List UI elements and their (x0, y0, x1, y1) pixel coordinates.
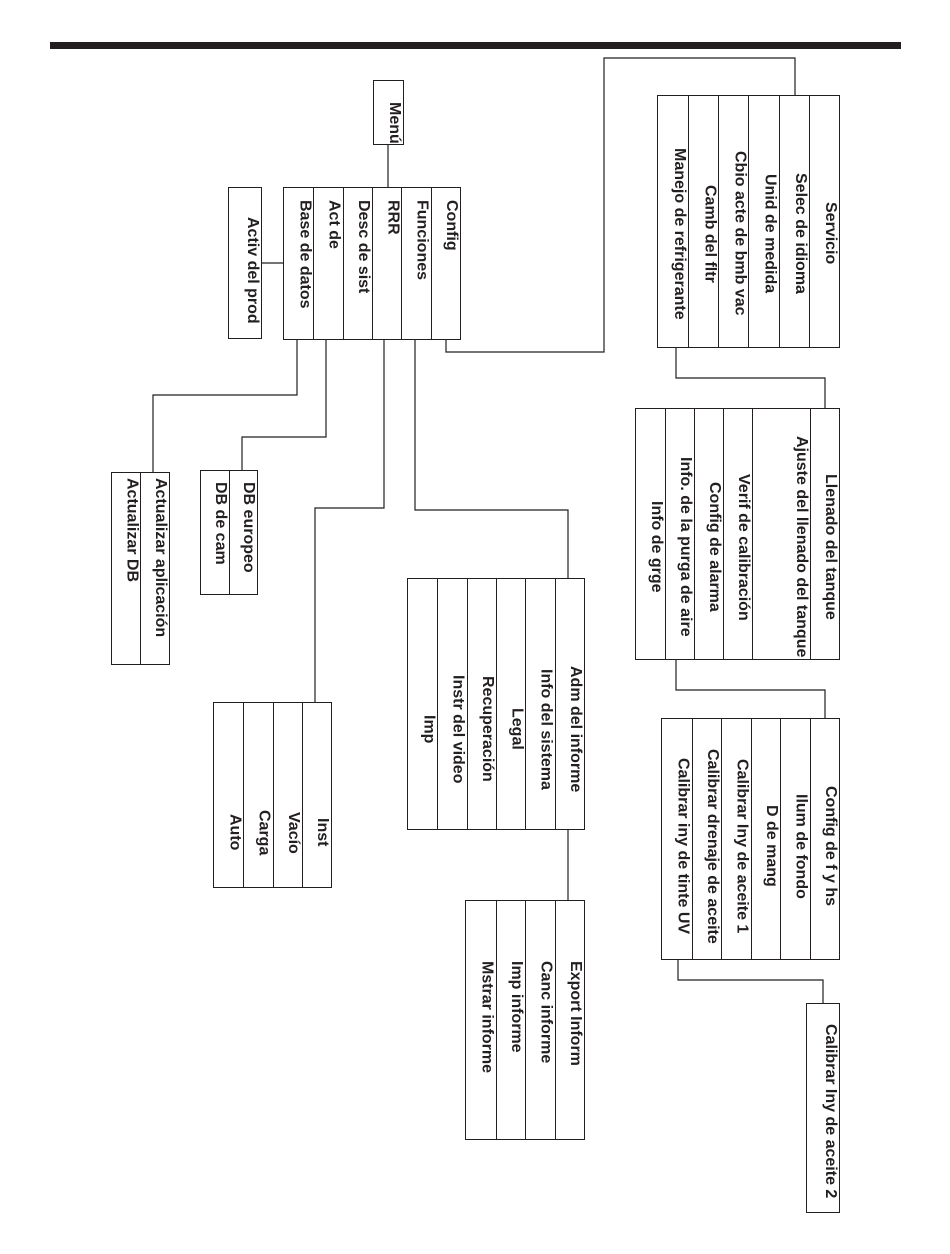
inst-item-label: Vacío (284, 811, 302, 854)
menu-item[interactable] (343, 188, 372, 339)
config-fyhs-item-label: D de mang (763, 805, 780, 887)
inst-item-label: Carga (255, 809, 273, 856)
activ-prod-box[interactable] (228, 187, 262, 339)
menu-root-box[interactable] (373, 80, 404, 145)
llenado-item-label: Config de alarma (706, 482, 723, 612)
config-fyhs-item-label: Config de f y hs (822, 786, 839, 906)
funciones-menu-item[interactable] (496, 579, 525, 829)
inst-item-label: Auto (226, 814, 244, 851)
connector-calibrar2 (678, 960, 823, 1003)
config-fyhs-item-label: Calibrar drenaje de aceite (704, 748, 721, 944)
funciones-menu-item[interactable] (408, 579, 437, 829)
inst-item[interactable] (214, 703, 243, 887)
funciones-menu-item[interactable] (525, 579, 554, 829)
menu-item[interactable] (313, 188, 342, 339)
inst-item[interactable] (243, 703, 272, 887)
config-fyhs-item[interactable] (810, 719, 840, 959)
llenado-item-label: Verif de calibración (735, 473, 752, 621)
servicio-item-label: Camb del fltr (701, 184, 719, 283)
actualizar-stack (111, 472, 170, 665)
informe-item[interactable] (496, 901, 526, 1139)
llenado-stack (635, 408, 840, 660)
servicio-item-label: Cbio acte de bmb vac (731, 151, 749, 316)
servicio-item-label: Selec de idioma (791, 173, 809, 294)
inst-item[interactable] (302, 703, 331, 887)
servicio-item-label: Unid de medida (761, 173, 779, 294)
llenado-item-label: Ajuste del llenado del tanque (793, 436, 810, 658)
config-fyhs-item[interactable] (721, 719, 751, 959)
servicio-item[interactable] (688, 96, 718, 347)
servicio-item-label: Servicio (822, 202, 839, 265)
connector-inst (315, 340, 384, 702)
menu-item-label: Act de (325, 200, 343, 249)
servicio-item[interactable] (779, 96, 809, 347)
actualizar-item[interactable] (112, 473, 140, 664)
funciones-menu-item-label: Legal (508, 708, 526, 750)
servicio-item[interactable] (658, 96, 688, 347)
informe-stack (465, 900, 585, 1140)
menu-item-label: Config (443, 200, 460, 251)
actualizar-item[interactable] (140, 473, 169, 664)
informe-item[interactable] (466, 901, 495, 1139)
actualizar-item-label: Actualizar DB (123, 478, 141, 583)
db-stack (200, 470, 258, 595)
informe-item-label: Export Inform (567, 961, 584, 1066)
funciones-menu-item-label: Adm del informe (567, 665, 584, 793)
menu-item-label: RRR (384, 200, 402, 235)
menu-item-label: Base de datos (296, 200, 314, 309)
llenado-item-label: Info. de la purga de aire (677, 457, 694, 637)
llenado-item[interactable] (810, 409, 839, 659)
llenado-item[interactable] (694, 409, 723, 659)
informe-item-label: Canc informe (537, 961, 555, 1064)
funciones-menu-item-label: Recuperación (479, 676, 497, 782)
connector-config-fyhs (676, 660, 825, 718)
funciones-menu-item[interactable] (467, 579, 496, 829)
funciones-menu-item-label: Instr del video (449, 674, 467, 784)
menu-item-label: Desc de sist (355, 200, 373, 294)
inst-item[interactable] (273, 703, 302, 887)
connector-db (242, 340, 326, 470)
funciones-menu-item-label: Imp (420, 714, 438, 744)
config-fyhs-item[interactable] (662, 719, 691, 959)
config-fyhs-item-label: Ilum de fondo (792, 793, 810, 899)
actualizar-item-label: Actualizar aplicación (152, 478, 169, 638)
config-fyhs-item-label: Calibrar Iny de aceite 1 (733, 758, 751, 934)
connector-funciones (415, 340, 568, 578)
servicio-item[interactable] (748, 96, 778, 347)
db-item-label: DB europeo (240, 482, 257, 573)
db-item-label: DB de cam (211, 482, 229, 565)
llenado-item-label: Llenado del tanque (822, 474, 839, 620)
connector-actualizar (153, 340, 297, 472)
inst-stack (213, 702, 332, 888)
config-fyhs-item[interactable] (751, 719, 781, 959)
inst-item-label: Inst (314, 818, 331, 847)
menu-item-label: Funciones (413, 200, 431, 281)
connector-llenado (676, 348, 825, 408)
funciones-menu-stack (407, 578, 585, 830)
informe-item-label: Imp informe (508, 961, 525, 1053)
informe-item[interactable] (555, 901, 585, 1139)
main-menu-stack (283, 187, 461, 340)
llenado-item[interactable] (723, 409, 752, 659)
config-fyhs-item[interactable] (692, 719, 722, 959)
config-fyhs-item-label: Calibrar iny de tinte UV (674, 757, 692, 935)
menu-item[interactable] (401, 188, 430, 339)
db-item[interactable] (229, 471, 257, 594)
db-item[interactable] (201, 471, 229, 594)
servicio-item-label: Manejo de refrigerante (671, 147, 689, 320)
llenado-item-label: Info de grge (648, 501, 665, 593)
menu-item[interactable] (284, 188, 313, 339)
calibrar-2-label: Calibrar Iny de aceite 2 (822, 1023, 839, 1199)
servicio-item[interactable] (809, 96, 839, 347)
activ-prod-label: Activ del prod (244, 216, 261, 324)
informe-item[interactable] (525, 901, 555, 1139)
llenado-item[interactable] (636, 409, 665, 659)
llenado-item[interactable] (752, 409, 810, 659)
funciones-menu-item[interactable] (437, 579, 466, 829)
funciones-menu-item[interactable] (555, 579, 584, 829)
funciones-menu-item-label: Info del sistema (537, 668, 555, 790)
servicio-stack (657, 95, 840, 348)
llenado-item[interactable] (665, 409, 694, 659)
menu-root-label: Menú (386, 101, 403, 144)
servicio-item[interactable] (718, 96, 748, 347)
calibrar-2-box[interactable] (806, 1003, 840, 1213)
config-fyhs-item[interactable] (780, 719, 810, 959)
config-fyhs-stack (661, 718, 840, 960)
menu-item[interactable] (372, 188, 401, 339)
informe-item-label: Mstrar informe (478, 961, 496, 1074)
menu-item[interactable] (431, 188, 460, 339)
